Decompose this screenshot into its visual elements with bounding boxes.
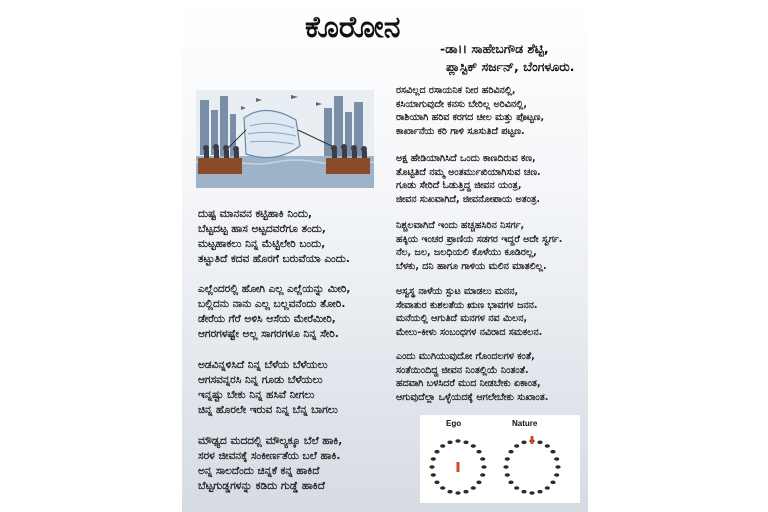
creature-figure	[471, 486, 476, 490]
poem-line: ನಿಶ್ಚಲವಾಗಿದೆ ಇಂದು ಹಚ್ಚಹಸಿರಿನ ನಿಸರ್ಗ,	[396, 220, 525, 231]
poem-line: ಸಂತೆಯಿಂದಿದ್ದ ಜೀವನ ನಿಂತಲ್ಲಿಯೆ ನಿಂತಂತೆ.	[396, 364, 529, 376]
right-stanza-2	[396, 152, 541, 206]
poem-line: ಬೆಳಕು, ದನಿ ಹಾಗೂ ಗಾಳಿಯ ಮಲಿನ ಮಾತಲಿಲ್ಲ.	[396, 260, 547, 272]
creature-figure	[434, 450, 439, 454]
poem-line: ಎಲ್ಲೆಂದರಲ್ಲಿ ಹೋಗಿ ಎಲ್ಲ ಎಲ್ಲೆಯನ್ನು ಮೀರಿ,	[198, 283, 351, 295]
author-name: -ಡಾ।। ಸಾಹೇಬಗೌಡ ಶೆಟ್ಟಿ,	[440, 41, 549, 56]
creature-figure	[476, 481, 481, 485]
nature-circle	[503, 439, 560, 495]
poem-line: ಆಗರಗಳಷ್ಟೇ ಅಲ್ಲ ಸಾಗರಗಳೂ ನಿನ್ನ ಸೇರಿ.	[198, 328, 339, 340]
creature-figure	[514, 486, 519, 490]
poem-line: ಹಕ್ಕಿಯ ಇಂಚರ ಪ್ರಾಣಿಯ ಸಡಗರ ಇದ್ದರೆ ಅದೇ ಸ್ವರ್ಗ.	[396, 233, 563, 245]
poem-line: ಅಸ್ವಸ್ಥ ನಾಳೆಯ ಸ್ಪುಟ ಮಾಡಲು ಮನನ,	[396, 286, 519, 297]
creature-figure	[554, 457, 559, 461]
left-stanza-3	[198, 358, 338, 418]
creature-figure	[431, 473, 436, 477]
author-block	[440, 40, 575, 76]
creature-figure	[508, 481, 513, 485]
poem-line: ಅಕ್ಷ ಹೇಡಿಯಾಗಿಸಿದೆ ಒಂದು ಕಾಣದಿರುವ ಕಣ,	[396, 153, 536, 164]
creature-figure	[463, 490, 468, 494]
creature-figure	[505, 457, 510, 461]
human-figure	[457, 462, 460, 472]
poem-line: ಚಿನ್ನ ಹೊರಲೇ ಇರುವ ನಿನ್ನ ಬೆನ್ನ ಬಾಗಲು	[198, 404, 338, 416]
left-stanza-2	[198, 282, 350, 342]
poem-line: ಸರಳ ಜೀವನಕ್ಕೆ ಸಂಕೀರ್ಣತೆಯ ಬಲೆ ಹಾಕಿ.	[198, 450, 341, 462]
creature-figure	[503, 465, 508, 469]
poem-line: ಅನ್ನ ಸಾಲದೆಂದು ಚಿನ್ನಕೆ ಕನ್ನ ಹಾಕಿದೆ	[198, 465, 320, 477]
ego-label: Ego	[446, 419, 462, 428]
creature-figure	[431, 457, 436, 461]
poem-line: ತಟ್ಟುತಿದೆ ಕದವ ಹೊರಗೆ ಬರುವೆಯಾ ಎಂದು.	[198, 253, 350, 265]
creature-figure	[514, 444, 519, 448]
creature-figure	[554, 473, 559, 477]
poem-line: ದುಷ್ಟ ಮಾನವನ ಕಟ್ಟಿಹಾಕಿ ನಿಂದು,	[198, 208, 312, 220]
poem-line: ತೊಟ್ಟಿತಿದೆ ನಮ್ಮ ಅಂತರ್ಮುಖಿಯಾಗಿಸುವ ಚಣ.	[396, 166, 541, 178]
creature-figure	[480, 473, 485, 477]
creature-figure	[463, 441, 468, 445]
right-stanza-1	[396, 84, 544, 138]
creature-figure	[429, 465, 434, 469]
poem-title: ಕೊರೋನ	[305, 10, 401, 45]
poem-line: ಕಾರ್ಖಾನೆಯ ಕರಿ ಗಾಳಿ ಸೂಸುತಿದೆ ಪಟ್ಟಣ.	[396, 125, 525, 137]
mask-tug-illustration	[196, 90, 374, 188]
creature-figure	[480, 457, 485, 461]
right-stanza-4	[396, 285, 542, 339]
creature-figure	[508, 450, 513, 454]
creature-figure	[455, 491, 460, 495]
poem-line: ರಾಶಿಯಾಗಿ ಹರಿವ ಕರಗದ ಚೀಲ ಮತ್ತು ಪೊಟ್ಟಣ,	[396, 112, 545, 123]
poem-line: ಜೀವನ ಸುಖವಾಗಿದೆ, ಜೀವನೋಪಾಯ ಅತಂತ್ರ.	[396, 193, 541, 205]
poem-line: ಸೇವಾತುರ ಕುಶಲತೆಯ ಋಣ ಭಾವಗಳ ಜನನ.	[396, 299, 538, 311]
poem-line: ಬಲ್ಲಿದನು ನಾನು ಎಲ್ಲ ಬಲ್ಲವನೆಂದು ತೋರಿ.	[198, 298, 346, 310]
creature-figure	[481, 465, 486, 469]
creature-figure	[545, 444, 550, 448]
poem-line: ಮನೆಯಲ್ಲಿ ಆಗುತಿದೆ ಮನಗಳ ನವ ಮಿಲನ,	[396, 313, 528, 324]
creature-figure	[440, 444, 445, 448]
poem-line: ಡೇರೆಯ ಗೆರೆ ಅಳಿಸಿ ಆಸೆಯ ಮೇರೆಮೀರಿ,	[198, 313, 336, 325]
ego-circle	[429, 439, 486, 495]
poem-line: ಬೆಟ್ಟದಟ್ಟ ಹಾಸ ಅಟ್ಟದವರೆಗೂ ತಂದು,	[198, 223, 326, 235]
creature-figure	[471, 444, 476, 448]
poem-line: ಆಗುವುದೆಲ್ಲಾ ಒಳ್ಳೆಯದಕ್ಕೆ ಆಗಲೇಬೇಕು ಸುಖಾಂತ.	[396, 391, 549, 403]
poem-line: ಇನ್ನಷ್ಟು ಬೇಕು ನಿನ್ನ ಹಸಿವೆ ನೀಗಲು	[198, 389, 315, 401]
creature-figure	[447, 490, 452, 494]
creature-figure	[545, 486, 550, 490]
poem-line: ಅಡವಿನ್ನಳಿಸಿದೆ ನಿನ್ನ ಬೆಳೆಯ ಬೆಳೆಯಲು	[198, 359, 328, 371]
poem-line: ರಸವಿಲ್ಲದ ರಸಾಯನಿಕ ನೀರ ಹರಿವಿನಲ್ಲಿ,	[396, 85, 516, 96]
creature-figure	[550, 481, 555, 485]
poem-line: ಮಟ್ಟಹಾಕಲು ನಿನ್ನ ಮೆಟ್ಟಿಲೇರಿ ಬಂದು,	[198, 238, 326, 250]
left-stanza-4	[198, 434, 342, 494]
creature-figure	[521, 441, 526, 445]
creature-figure	[555, 465, 560, 469]
poem-line: ಗೂಡು ಸೇರಿದೆ ಓಡುತ್ತಿದ್ದ ಜೀವನ ಯಂತ್ರ,	[396, 180, 522, 191]
poem-line: ಹದವಾಗಿ ಬಳಸಿದರೆ ಮುದ ನೀಡಬೇಕು ಏಕಾಂತ,	[396, 378, 541, 389]
right-stanza-5	[396, 350, 548, 404]
cycle-diagrams	[420, 415, 580, 503]
poem-line: ಆಗಸವನ್ನರಸಿ ನಿನ್ನ ಗೂಡು ಬೆಳೆಯಲು	[198, 374, 323, 386]
poem-line: ಮೌಢ್ಯದ ಮದದಲ್ಲಿ ಮೌಲ್ಯಕ್ಕೂ ಬೆಲೆ ಹಾಕಿ,	[198, 435, 343, 447]
ego-nature-diagram	[420, 415, 580, 503]
creature-figure	[550, 450, 555, 454]
creature-figure	[476, 450, 481, 454]
creature-figure	[440, 486, 445, 490]
creature-figure	[521, 490, 526, 494]
poem-line: ಕಸಿಯಾಗುವುದೇ ಕನಸು ಬೇರಿಲ್ಲ ಅರಿವಿನಲ್ಲಿ,	[396, 98, 527, 110]
creature-figure	[537, 490, 542, 494]
creature-figure	[434, 481, 439, 485]
creature-figure	[505, 473, 510, 477]
creature-figure	[447, 441, 452, 445]
creature-figure	[455, 439, 460, 443]
right-stanza-3	[396, 219, 562, 273]
poem-line: ಬೆಟ್ಟಗುಡ್ಡಗಳನ್ನು ಕಡಿದು ಗುಡ್ಡೆ ಹಾಕಿದೆ	[198, 480, 325, 492]
poem-line: ಮೇಲು-ಕೀಳು ಸಂಬಂಧಗಳ ನವಿರಾದ ಸಮಕಲನ.	[396, 326, 543, 338]
creature-figure	[537, 441, 542, 445]
author-designation: ಪ್ಲಾಸ್ಟಿಕ್ ಸರ್ಜನ್, ಬೆಂಗಳೂರು.	[446, 59, 575, 74]
left-stanza-1	[198, 207, 350, 267]
nature-label: Nature	[512, 419, 538, 428]
poem-line: ನೆಲ, ಜಲ, ಜಲಧಿಯಲಿ ಕೊಳೆಯು ಕೂಡಿರಲ್ಲ,	[396, 247, 537, 258]
human-figure	[531, 436, 534, 444]
poem-line: ಎಂದು ಮುಗಿಯುವುದೋ ಗೊಂದಲಗಳ ಕಂತೆ,	[396, 351, 535, 362]
creature-figure	[529, 491, 534, 495]
